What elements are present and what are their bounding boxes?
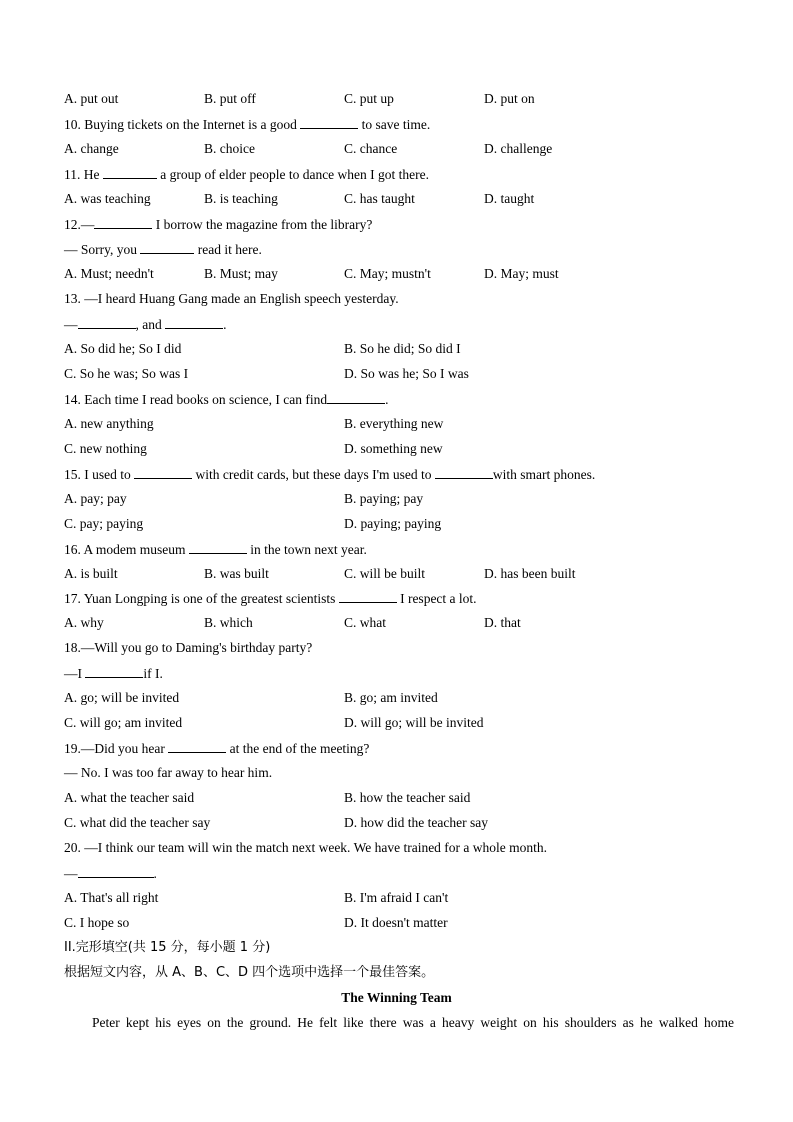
- q15-option-b[interactable]: B. paying; pay: [344, 491, 424, 506]
- q20-reply-before: —: [64, 866, 78, 881]
- q15-blank-1[interactable]: [134, 465, 192, 479]
- section2-instruction: 根据短文内容，从 A、B、C、D 四个选项中选择一个最佳答案。: [64, 965, 435, 980]
- q19-option-d[interactable]: D. how did the teacher say: [344, 815, 488, 830]
- q10-options: [64, 140, 744, 158]
- q11-options: [64, 190, 744, 208]
- q20-options-row1: [64, 889, 744, 907]
- q18-option-c[interactable]: C. will go; am invited: [64, 715, 183, 730]
- q15-option-d[interactable]: D. paying; paying: [344, 516, 442, 531]
- q20-reply-after: .: [153, 866, 157, 881]
- q11-stem-before: 11. He: [64, 167, 100, 182]
- q9-option-d[interactable]: D. put on: [484, 91, 535, 106]
- q10-option-d[interactable]: D. challenge: [484, 141, 553, 156]
- q10-blank[interactable]: [300, 115, 358, 129]
- q14-stem-after: .: [385, 392, 389, 407]
- q12-option-c[interactable]: C. May; mustn't: [344, 266, 431, 281]
- q13-blank-1[interactable]: [78, 315, 136, 329]
- q10-option-c[interactable]: C. chance: [344, 141, 398, 156]
- q11-stem-after: a group of elder people to dance when I got there.: [160, 167, 430, 182]
- q20-reply: [64, 864, 157, 882]
- q20-stem: 20. —I think our team will win the match next week. We have trained for a whole month.: [64, 840, 548, 855]
- q12-reply: [64, 240, 262, 258]
- q16-option-c[interactable]: C. will be built: [344, 566, 425, 581]
- q17-stem-before: 17. Yuan Longping is one of the greatest scientists: [64, 591, 336, 606]
- q16-options: [64, 565, 744, 583]
- q12-blank-2[interactable]: [140, 240, 194, 254]
- q18-reply-after: if I.: [143, 666, 163, 681]
- q12-reply-before: — Sorry, you: [64, 242, 137, 257]
- q14-stem: [64, 390, 389, 408]
- q12-blank-1[interactable]: [94, 215, 152, 229]
- q19-blank[interactable]: [168, 739, 226, 753]
- q14-option-a[interactable]: A. new anything: [64, 416, 154, 431]
- q19-stem-after: at the end of the meeting?: [229, 741, 370, 756]
- q13-reply-before: —: [64, 317, 78, 332]
- q16-stem-before: 16. A modem museum: [64, 542, 186, 557]
- q19-option-a[interactable]: A. what the teacher said: [64, 790, 195, 805]
- q13-reply-mid: , and: [135, 317, 162, 332]
- q15-options-row2: [64, 515, 744, 533]
- q10-stem-before: 10. Buying tickets on the Internet is a good: [64, 117, 297, 132]
- q11-option-c[interactable]: C. has taught: [344, 191, 415, 206]
- q13-option-c[interactable]: C. So he was; So was I: [64, 366, 189, 381]
- q13-blank-2[interactable]: [165, 315, 223, 329]
- q13-option-b[interactable]: B. So he did; So did I: [344, 341, 461, 356]
- q19-option-c[interactable]: C. what did the teacher say: [64, 815, 211, 830]
- q18-reply-before: —I: [64, 666, 82, 681]
- q19-options-row2: [64, 814, 744, 832]
- q18-option-b[interactable]: B. go; am invited: [344, 690, 438, 705]
- q17-option-d[interactable]: D. that: [484, 615, 521, 630]
- q13-stem: 13. —I heard Huang Gang made an English speech yesterday.: [64, 291, 399, 306]
- q17-option-c[interactable]: C. what: [344, 615, 386, 630]
- q15-options-row1: [64, 490, 744, 508]
- q11-stem: [64, 165, 429, 183]
- q17-options: [64, 614, 744, 632]
- q16-blank[interactable]: [189, 540, 247, 554]
- q18-option-a[interactable]: A. go; will be invited: [64, 690, 180, 705]
- q20-blank[interactable]: [78, 864, 154, 878]
- q15-stem-mid: with credit cards, but these days I'm used to: [195, 467, 432, 482]
- q11-option-a[interactable]: A. was teaching: [64, 191, 151, 206]
- q20-option-a[interactable]: A. That's all right: [64, 890, 159, 905]
- q18-options-row2: [64, 714, 744, 732]
- q11-option-b[interactable]: B. is teaching: [204, 191, 278, 206]
- q12-option-b[interactable]: B. Must; may: [204, 266, 278, 281]
- q12-options: [64, 265, 744, 283]
- q18-reply: [64, 664, 163, 682]
- section2-heading: II.完形填空(共 15 分，每小题 1 分): [64, 940, 271, 955]
- q9-option-a[interactable]: A. put out: [64, 91, 119, 106]
- q14-options-row2: [64, 440, 744, 458]
- q18-blank[interactable]: [85, 664, 143, 678]
- q14-option-d[interactable]: D. something new: [344, 441, 443, 456]
- q12-option-a[interactable]: A. Must; needn't: [64, 266, 154, 281]
- q15-stem: [64, 465, 595, 483]
- q19-options-row1: [64, 789, 744, 807]
- q14-stem-before: 14. Each time I read books on science, I can find: [64, 392, 328, 407]
- q13-reply-after: .: [223, 317, 227, 332]
- q19-option-b[interactable]: B. how the teacher said: [344, 790, 471, 805]
- q20-option-b[interactable]: B. I'm afraid I can't: [344, 890, 449, 905]
- q11-blank[interactable]: [103, 165, 157, 179]
- q15-option-c[interactable]: C. pay; paying: [64, 516, 144, 531]
- q13-option-d[interactable]: D. So was he; So I was: [344, 366, 469, 381]
- q18-options-row1: [64, 689, 744, 707]
- q13-reply: [64, 315, 227, 333]
- q16-option-b[interactable]: B. was built: [204, 566, 269, 581]
- q18-stem: 18.—Will you go to Daming's birthday party?: [64, 640, 313, 655]
- q14-option-c[interactable]: C. new nothing: [64, 441, 147, 456]
- q19-reply: — No. I was too far away to hear him.: [64, 765, 273, 780]
- q12-option-d[interactable]: D. May; must: [484, 266, 559, 281]
- q13-option-a[interactable]: A. So did he; So I did: [64, 341, 182, 356]
- q18-option-d[interactable]: D. will go; will be invited: [344, 715, 484, 730]
- q17-stem: [64, 589, 477, 607]
- passage-first-line: Peter kept his eyes on the ground. He felt like there was a heavy weight on his shoulders as he walked home: [92, 1015, 734, 1030]
- q15-stem-before: 15. I used to: [64, 467, 131, 482]
- q15-stem-after: with smart phones.: [492, 467, 596, 482]
- q12-stem-after: I borrow the magazine from the library?: [155, 217, 373, 232]
- q16-option-a[interactable]: A. is built: [64, 566, 118, 581]
- q16-stem: [64, 540, 367, 558]
- q14-blank[interactable]: [327, 390, 385, 404]
- q10-stem: [64, 115, 430, 133]
- q10-option-a[interactable]: A. change: [64, 141, 119, 156]
- q9-option-b[interactable]: B. put off: [204, 91, 256, 106]
- q16-option-d[interactable]: D. has been built: [484, 566, 576, 581]
- q17-stem-after: I respect a lot.: [400, 591, 477, 606]
- q20-option-d[interactable]: D. It doesn't matter: [344, 915, 448, 930]
- q13-options-row1: [64, 340, 744, 358]
- q9-option-c[interactable]: C. put up: [344, 91, 394, 106]
- q12-stem: [64, 215, 372, 233]
- passage-title: The Winning Team: [341, 990, 452, 1005]
- q17-blank[interactable]: [339, 589, 397, 603]
- q10-option-b[interactable]: B. choice: [204, 141, 255, 156]
- q14-option-b[interactable]: B. everything new: [344, 416, 444, 431]
- q19-stem-before: 19.—Did you hear: [64, 741, 165, 756]
- q10-stem-after: to save time.: [361, 117, 431, 132]
- q19-stem: [64, 739, 369, 757]
- q12-reply-after: read it here.: [197, 242, 262, 257]
- q16-stem-after: in the town next year.: [250, 542, 367, 557]
- q20-option-c[interactable]: C. I hope so: [64, 915, 130, 930]
- q9-options: [64, 90, 744, 108]
- q20-options-row2: [64, 914, 744, 932]
- q15-option-a[interactable]: A. pay; pay: [64, 491, 127, 506]
- q12-stem-before: 12.—: [64, 217, 95, 232]
- q11-option-d[interactable]: D. taught: [484, 191, 535, 206]
- q17-option-b[interactable]: B. which: [204, 615, 253, 630]
- q13-options-row2: [64, 365, 744, 383]
- q14-options-row1: [64, 415, 744, 433]
- q17-option-a[interactable]: A. why: [64, 615, 104, 630]
- q15-blank-2[interactable]: [435, 465, 493, 479]
